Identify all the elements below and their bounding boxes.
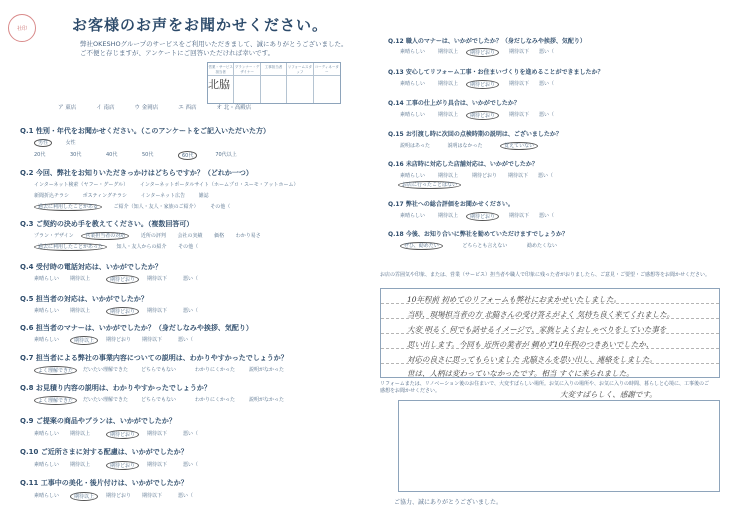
q2-option[interactable]: 雑誌 [198, 193, 209, 199]
rating-option[interactable]: 期待以下 [147, 462, 168, 468]
q15-options [400, 142, 538, 149]
rating-option[interactable]: 悪い（ [539, 49, 555, 55]
q18-option[interactable]: どちらとも言えない [462, 243, 508, 249]
rating-option[interactable]: 期待以上 [438, 81, 459, 87]
q17-options [400, 212, 575, 221]
store-option[interactable]: ア 東店 [58, 105, 77, 111]
rating-option[interactable]: 素晴らしい [34, 462, 60, 468]
q7-option-selected[interactable]: よく理解できた [34, 366, 77, 375]
q18-option-selected[interactable]: ぜひ、勧めたい [400, 242, 443, 250]
handwriting-line: 世は、人柄は変わっていなかったです。相当 すぐに来られました。 [407, 369, 634, 378]
q3-option[interactable]: 近所の評判 [140, 233, 166, 239]
q1-age[interactable]: 20代 [34, 152, 46, 158]
handwriting-line: 当時、現場担当者の方 北脇さんの受け答えがよく 気持ち良く来てくれました。 [407, 310, 675, 319]
rating-option[interactable]: 期待どおり [106, 307, 139, 316]
intro-line-1: 弊社OKESHOグループのサービスをご利用いただきまして、誠にありがとうございました。 [80, 40, 348, 48]
q4-options [34, 275, 219, 284]
q7-option[interactable]: だいたい理解できた [83, 367, 129, 373]
page-title: お客様のお声をお聞かせください。 [72, 16, 329, 34]
rating-option[interactable]: 期待以上 [438, 112, 459, 118]
rating-option[interactable]: 素晴らしい [400, 173, 426, 179]
q2-option[interactable]: インターネット広告 [140, 193, 186, 199]
q1-age[interactable]: 30代 [70, 152, 82, 158]
q9-label: Q.9 ご提案の商品やプランは、いかがでしたか？ [20, 417, 176, 425]
q18-option[interactable]: 勧めたくない [527, 243, 558, 249]
handwriting-line: 対応の良さに思ってもらいました 北脇さんを思い出し、連絡をしました。 [407, 355, 657, 364]
q7-option[interactable]: わかりにくかった [195, 367, 236, 373]
q11-options [34, 492, 214, 501]
q3-option[interactable]: その他（ [178, 244, 199, 250]
rating-option[interactable]: 期待以上 [70, 336, 98, 345]
rating-option[interactable]: 期待以上 [438, 49, 459, 55]
comment-box[interactable] [380, 288, 720, 378]
rating-option[interactable]: 期待以下 [509, 213, 530, 219]
grid-header-5: コーディネーター [314, 65, 339, 74]
q2-row-3 [34, 203, 230, 210]
q3-option[interactable]: 会社の実績 [177, 233, 203, 239]
q18-options [400, 242, 557, 249]
q16-label: Q.16 未店時に対応した店舗対応は、いかがでしたか？ [388, 161, 538, 168]
grid-header-2: プランナー・デザイナー [234, 65, 260, 74]
q2-option[interactable]: インターネットポータルサイト（ホームプロ・スーモ・アットホーム） [139, 182, 299, 188]
rating-option[interactable]: 期待以下 [147, 308, 168, 314]
rating-option[interactable]: 期待以下 [147, 431, 168, 437]
rating-option[interactable]: 悪い（ [178, 493, 194, 499]
q12-options [400, 48, 575, 57]
q1-ages [34, 151, 251, 160]
handwriting-line-2: 大変すばらしく、感謝です。 [560, 390, 657, 399]
q13-options [400, 80, 575, 89]
rating-option[interactable]: 悪い（ [183, 276, 199, 282]
rating-option[interactable]: 素晴らしい [34, 276, 60, 282]
grid-cell-3 [261, 75, 287, 103]
q16-no-visit-selected[interactable]: お店に行ったことはない [398, 181, 461, 189]
rating-option[interactable]: 期待以下 [142, 493, 163, 499]
q15-option[interactable]: 説明はなかった [447, 143, 483, 149]
rating-option[interactable]: 期待以下 [147, 276, 168, 282]
q7-option[interactable]: どちらでもない [141, 367, 176, 373]
q3-option[interactable]: 価格 [214, 233, 225, 239]
q2-row-1 [34, 181, 298, 188]
rating-option[interactable]: 期待どおり [466, 80, 499, 89]
q18-label: Q.18 今後、お知り合いに弊社を勧めていただけますでしょうか？ [388, 231, 568, 238]
q8-option-selected[interactable]: よく理解できた [34, 396, 77, 405]
handwriting-line: 10年程前 初めてのリフォームも弊社におまかせいたしました。 [407, 295, 622, 304]
q6-options [34, 336, 214, 345]
rating-option[interactable]: 期待以下 [508, 173, 529, 179]
store-option[interactable]: オ 北・高殿店 [216, 105, 252, 111]
q4-label: Q.4 受付時の電話対応は、いかがでしたか？ [20, 263, 162, 271]
rating-option[interactable]: 悪い（ [183, 308, 199, 314]
rating-option[interactable]: 期待以下 [509, 49, 530, 55]
q3-row-1 [34, 232, 261, 239]
q2-option-selected[interactable]: 過去に利用したことがある [34, 203, 102, 211]
q15-option[interactable]: 説明はあった [400, 143, 430, 149]
q5-label: Q.5 担当者の対応は、いかがでしたか？ [20, 295, 148, 303]
rating-option[interactable]: 期待どおり [466, 111, 499, 120]
grid-cell-4 [287, 75, 313, 103]
rating-option[interactable]: 期待以上 [70, 462, 91, 468]
q3-option[interactable]: わかり易さ [235, 233, 261, 239]
rating-option[interactable]: 素晴らしい [34, 337, 60, 343]
q2-option[interactable]: インターネット検索（ヤフー・グーグル） [34, 182, 129, 188]
rating-option[interactable]: 悪い（ [183, 431, 199, 437]
rating-option[interactable]: 期待以下 [509, 81, 530, 87]
intro-line-2: ご不便と存じますが、アンケートにご回答いただければ幸いです。 [80, 49, 275, 57]
staff-name: 北脇 [208, 78, 230, 91]
q3-option-selected[interactable]: 過去に利用したことがあった [34, 243, 107, 251]
rating-option[interactable]: 悪い（ [183, 462, 199, 468]
q15-option-selected[interactable]: 覚えていない [500, 142, 538, 150]
rating-option[interactable]: 素晴らしい [400, 81, 426, 87]
rating-option[interactable]: 期待どおり [472, 173, 498, 179]
rating-option[interactable]: 期待以上 [438, 213, 459, 219]
store-checks [58, 103, 251, 111]
rating-option[interactable]: 期待どおり [106, 461, 139, 470]
store-option[interactable]: エ 西店 [178, 105, 197, 111]
rating-option[interactable]: 期待どおり [466, 48, 499, 57]
rating-option[interactable]: 素晴らしい [34, 493, 60, 499]
q11-label: Q.11 工事中の美化・後片付けは、いかがでしたか？ [20, 479, 188, 487]
q1-gender-male[interactable]: 男性 [34, 139, 52, 147]
handwriting-line: 大変 明るく 何でも話せるイメージで、家族とよくおしゃべりをしていた事を [407, 325, 667, 334]
q3-option-selected[interactable]: 営業担当者の対応 [81, 232, 129, 240]
q2-label: Q.2 今回、弊社をお知りいただきっかけはどちらですか？（どれか一つ） [20, 169, 253, 177]
q15-label: Q.15 お引渡し時に次回の点検時期の説明は、ございましたか？ [388, 131, 562, 138]
rating-option[interactable]: 悪い（ [539, 213, 555, 219]
q3-row-2 [34, 243, 198, 250]
rating-option[interactable]: 期待どおり [106, 337, 132, 343]
q16-note [398, 181, 461, 188]
q10-options [34, 461, 219, 470]
q1-age[interactable]: 70代以上 [215, 152, 237, 158]
grid-header-3: 工事担当者 [261, 63, 287, 75]
q1-age-selected[interactable]: 60代 [178, 151, 197, 160]
rating-option[interactable]: 素晴らしい [34, 431, 60, 437]
grid-header-1: 営業・サービス担当者 [208, 65, 233, 74]
q2-option[interactable]: 新聞折込チラシ [34, 193, 70, 199]
q9-options [34, 430, 219, 439]
q16-options [400, 172, 574, 179]
q8-option[interactable]: わかりにくかった [195, 397, 236, 403]
rating-option[interactable]: 期待以上 [70, 308, 91, 314]
rating-option[interactable]: 期待以上 [438, 173, 459, 179]
q2-option[interactable]: ご紹介（知人・友人・家族のご紹介） [113, 204, 199, 210]
q1-age[interactable]: 50代 [142, 152, 154, 158]
q8-options [34, 396, 285, 405]
rating-option[interactable]: 素晴らしい [400, 213, 426, 219]
rating-option[interactable]: 素晴らしい [34, 308, 60, 314]
q17-label: Q.17 弊社への総合評価をお聞かせください。 [388, 201, 514, 208]
rating-option[interactable]: 悪い（ [178, 337, 194, 343]
comment-question: お店の雰囲気や印象、または、営業（サービス）担当者や職人で印象に残った者がおりましたら、ご意見・ご要望・ご感想等をお聞かせください。 [380, 272, 711, 278]
q3-option[interactable]: 知人・友人からの紹介 [116, 244, 167, 250]
handwriting-line: 思い出します。今回も 近所の業者が 頼めず10年程のつきあいでしたか、 [407, 340, 654, 349]
q1-age[interactable]: 40代 [106, 152, 118, 158]
store-option[interactable]: ウ 金岡店 [134, 105, 159, 111]
rating-option[interactable]: 悪い（ [538, 173, 554, 179]
rating-option[interactable]: 期待どおり [106, 275, 139, 284]
q12-label: Q.12 職人のマナーは、いかがでしたか？（身だしなみや挨拶、気配り） [388, 38, 586, 45]
q13-label: Q.13 安心してリフォーム工事・お住まいづくりを進めることができましたか？ [388, 69, 604, 76]
store-option[interactable]: イ 南店 [96, 105, 115, 111]
rating-option[interactable]: 期待以上 [70, 276, 91, 282]
rating-option[interactable]: 期待どおり [106, 430, 139, 439]
q8-option[interactable]: だいたい理解できた [83, 397, 129, 403]
q3-label: Q.3 ご契約の決め手を教えてください。（複数回答可） [20, 220, 194, 228]
footer-thanks: ご協力、誠にありがとうございました。 [394, 499, 503, 506]
company-stamp [8, 14, 36, 42]
rating-option[interactable]: 期待どおり [106, 493, 132, 499]
q8-option[interactable]: どちらでもない [141, 397, 176, 403]
rating-option[interactable]: 期待以上 [70, 431, 91, 437]
q7-options [34, 366, 285, 375]
rating-option[interactable]: 素晴らしい [400, 49, 426, 55]
grid-cell-5 [314, 75, 340, 103]
q1-gender-female[interactable]: 女性 [65, 140, 76, 146]
q2-option[interactable]: ポスティングチラシ [82, 193, 128, 199]
q6-label: Q.6 担当者のマナーは、いかがでしたか？（身だしなみや挨拶、気配り） [20, 324, 253, 332]
q2-row-2 [34, 192, 209, 199]
q7-label: Q.7 担当者による弊社の事業内容についての説明は、わかりやすかったでしょうか？ [20, 354, 288, 362]
q5-options [34, 307, 219, 316]
stamp-text: 社印 [16, 25, 27, 32]
rating-option[interactable]: 期待どおり [466, 212, 499, 221]
rating-option[interactable]: 期待以下 [142, 337, 163, 343]
life-question: リフォームまたは、リノベーション後のお住まいで、大変すばらしい場所。お気に入りの場所や、お気に入りの時間、暮らしと心境に、工事後のご感想をお聞かせください。 [380, 381, 709, 394]
rating-option[interactable]: 悪い（ [539, 81, 555, 87]
q8-label: Q.8 お見積り内容の説明は、わかりやすかったでしょうか？ [20, 384, 211, 392]
q10-label: Q.10 ご近所さまに対する配慮は、いかがでしたか？ [20, 448, 188, 456]
q2-option[interactable]: その他（ [210, 204, 231, 210]
rating-option[interactable]: 素晴らしい [400, 112, 426, 118]
life-comment-box[interactable] [398, 400, 720, 492]
q14-label: Q.14 工事の仕上がり具合は、いかがでしたか？ [388, 100, 520, 107]
grid-header-4: リフォームスタッフ [287, 65, 313, 74]
q3-option[interactable]: プラン・デザイン [34, 233, 74, 239]
q8-option[interactable]: 説明がなかった [249, 397, 285, 403]
grid-cell-2 [234, 75, 260, 103]
rating-option[interactable]: 悪い（ [539, 112, 555, 118]
q7-option[interactable]: 説明がなかった [249, 367, 285, 373]
rating-option[interactable]: 期待以下 [509, 112, 530, 118]
q1-gender [34, 139, 76, 146]
q14-options [400, 111, 575, 120]
rating-option[interactable]: 期待以上 [70, 492, 98, 501]
q1-label: Q.1 性別・年代をお聞かせください。（このアンケートをご記入いただいた方） [20, 127, 270, 135]
